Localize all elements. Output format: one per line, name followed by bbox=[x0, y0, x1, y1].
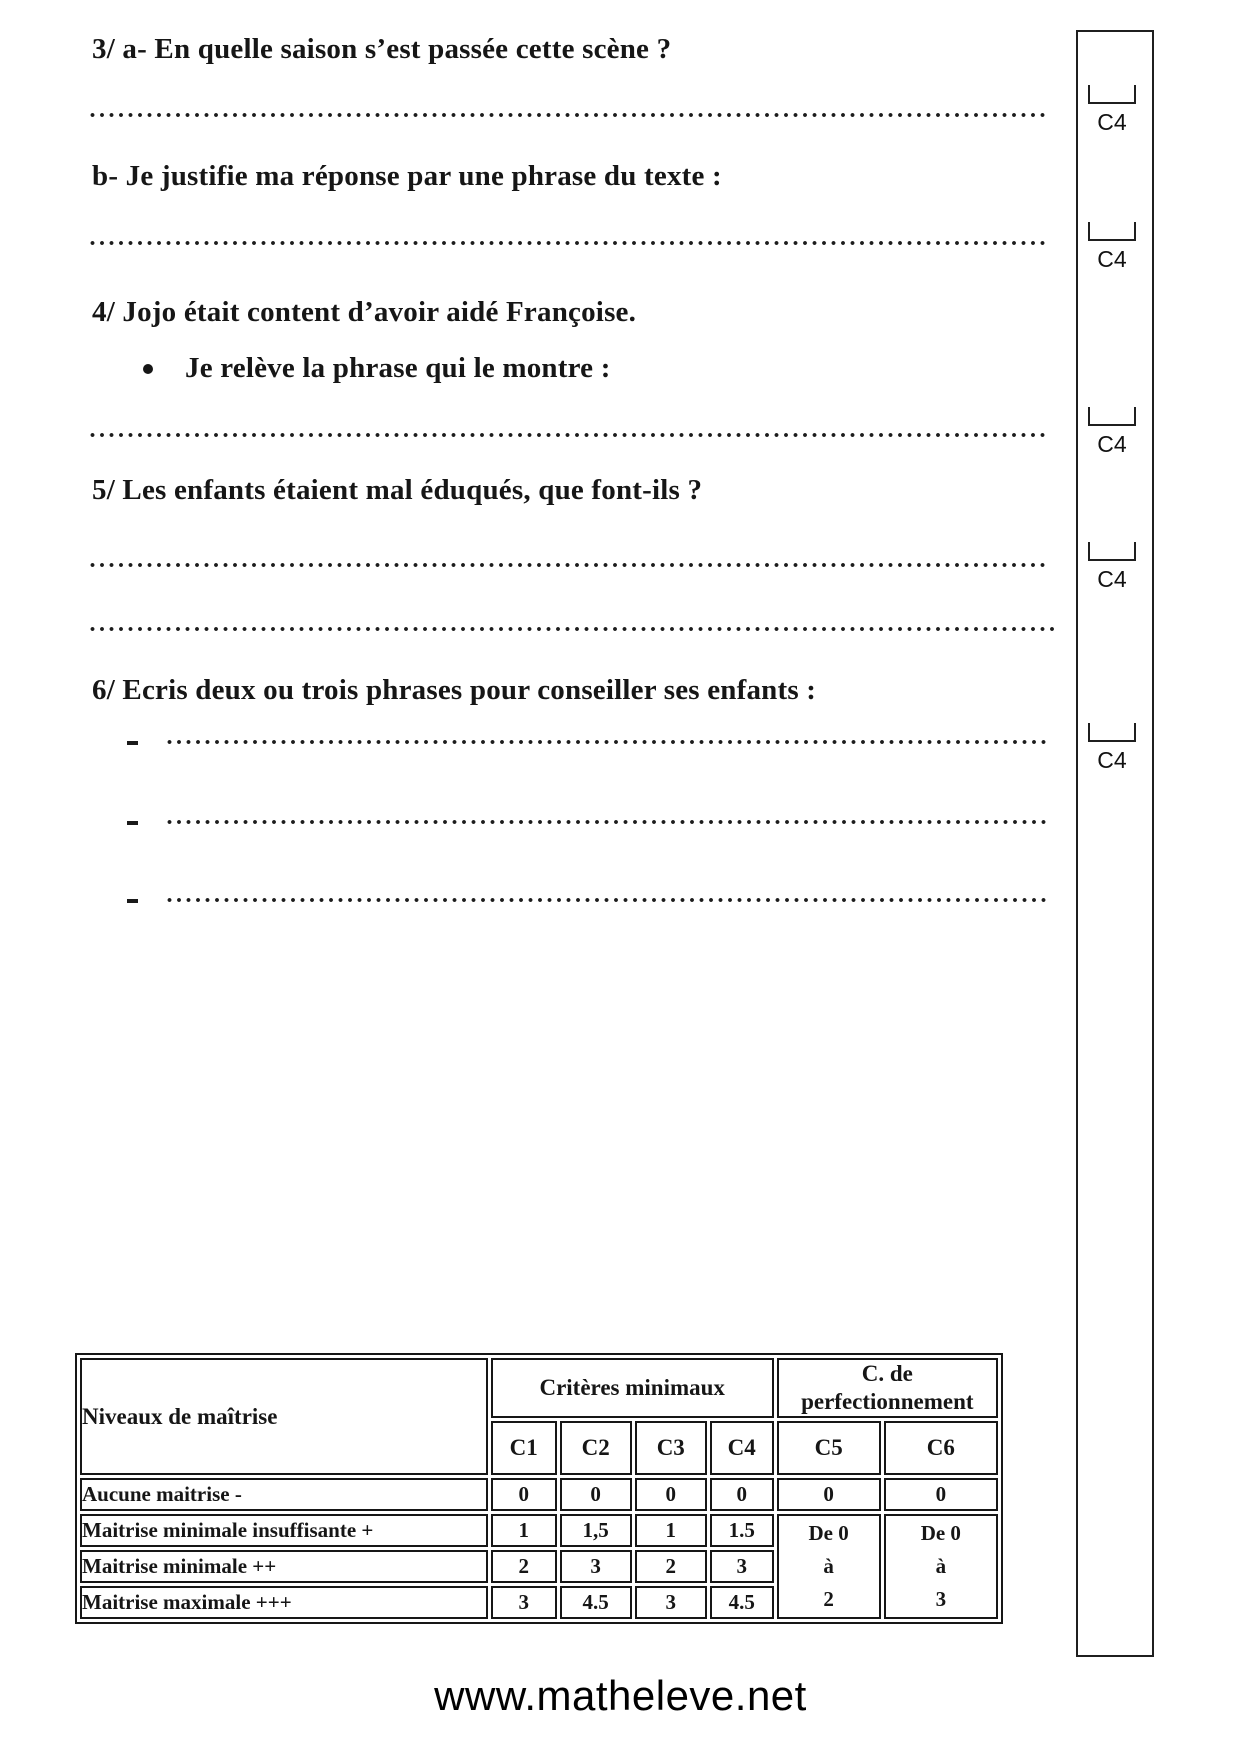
cell-c2: 3 bbox=[560, 1550, 632, 1583]
range-line: 2 bbox=[823, 1587, 834, 1612]
row-label: Maitrise minimale insuffisante + bbox=[80, 1514, 488, 1547]
criteria-c5: C5 bbox=[777, 1421, 881, 1475]
competency-mark-3 bbox=[1088, 407, 1136, 456]
answer-line-q6-1 bbox=[167, 739, 1048, 745]
cell-c3: 2 bbox=[635, 1550, 707, 1583]
question-5-heading: 5/ Les enfants étaient mal éduqués, que font-ils ? bbox=[92, 474, 703, 506]
table-row bbox=[80, 1478, 998, 1511]
criteria-c3: C3 bbox=[635, 1421, 707, 1475]
answer-line-q6-3 bbox=[167, 897, 1048, 903]
range-line: 3 bbox=[935, 1587, 947, 1612]
cell-c4: 0 bbox=[710, 1478, 774, 1511]
bullet-icon bbox=[143, 364, 153, 374]
competency-label: C4 bbox=[1097, 246, 1127, 272]
competency-mark-1 bbox=[1088, 85, 1136, 134]
competency-mark-2 bbox=[1088, 222, 1136, 271]
range-line: De 0 bbox=[808, 1521, 849, 1546]
criteria-c2: C2 bbox=[560, 1421, 632, 1475]
competency-margin-column bbox=[1076, 30, 1154, 1657]
list-dash-icon bbox=[127, 821, 138, 825]
criteria-c1: C1 bbox=[491, 1421, 557, 1475]
cell-c4: 1.5 bbox=[710, 1514, 774, 1547]
table-group-perfection bbox=[777, 1358, 998, 1418]
table-group-minimal-criteria: Critères minimaux bbox=[491, 1358, 774, 1418]
answer-line-q3b bbox=[90, 240, 1048, 246]
score-bracket-icon bbox=[1088, 723, 1136, 742]
question-4-bullet-text: Je relève la phrase qui le montre : bbox=[185, 352, 611, 384]
score-bracket-icon bbox=[1088, 542, 1136, 561]
cell-c2: 0 bbox=[560, 1478, 632, 1511]
table-row-header: Niveaux de maîtrise bbox=[80, 1358, 488, 1475]
cell-c3: 1 bbox=[635, 1514, 707, 1547]
cell-c4: 3 bbox=[710, 1550, 774, 1583]
answer-line-q5-2 bbox=[90, 626, 1058, 632]
cell-c5: 0 bbox=[777, 1478, 881, 1511]
question-4-heading: 4/ Jojo était content d’avoir aidé Françoise. bbox=[92, 296, 637, 328]
row-label: Maitrise minimale ++ bbox=[80, 1550, 488, 1583]
cell-c1: 3 bbox=[491, 1586, 557, 1619]
question-3b-heading: b- Je justifie ma réponse par une phrase du texte : bbox=[92, 160, 722, 192]
cell-c2: 4.5 bbox=[560, 1586, 632, 1619]
score-bracket-icon bbox=[1088, 85, 1136, 104]
cell-c5-range bbox=[777, 1514, 881, 1619]
group-perfection-line2: perfectionnement bbox=[801, 1389, 974, 1415]
score-bracket-icon bbox=[1088, 222, 1136, 241]
list-dash-icon bbox=[127, 899, 138, 903]
cell-c4: 4.5 bbox=[710, 1586, 774, 1619]
range-line: à bbox=[935, 1554, 947, 1579]
cell-c3: 0 bbox=[635, 1478, 707, 1511]
answer-line-q4 bbox=[90, 432, 1048, 438]
cell-c2: 1,5 bbox=[560, 1514, 632, 1547]
cell-c1: 2 bbox=[491, 1550, 557, 1583]
list-dash-icon bbox=[127, 741, 138, 745]
answer-line-q3a bbox=[90, 112, 1048, 118]
cell-c6-range bbox=[884, 1514, 998, 1619]
cell-c1: 0 bbox=[491, 1478, 557, 1511]
competency-mark-4 bbox=[1088, 542, 1136, 591]
table-row bbox=[80, 1514, 998, 1547]
score-bracket-icon bbox=[1088, 407, 1136, 426]
cell-c6: 0 bbox=[884, 1478, 998, 1511]
competency-label: C4 bbox=[1097, 747, 1127, 773]
competency-mark-5 bbox=[1088, 723, 1136, 772]
row-label: Maitrise maximale +++ bbox=[80, 1586, 488, 1619]
cell-c1: 1 bbox=[491, 1514, 557, 1547]
question-6-heading: 6/ Ecris deux ou trois phrases pour conseiller ses enfants : bbox=[92, 674, 817, 706]
competency-label: C4 bbox=[1097, 431, 1127, 457]
question-3a-heading: 3/ a- En quelle saison s’est passée cette scène ? bbox=[92, 33, 672, 65]
competency-label: C4 bbox=[1097, 109, 1127, 135]
competency-label: C4 bbox=[1097, 566, 1127, 592]
criteria-c4: C4 bbox=[710, 1421, 774, 1475]
criteria-c6: C6 bbox=[884, 1421, 998, 1475]
range-line: à bbox=[823, 1554, 834, 1579]
cell-c3: 3 bbox=[635, 1586, 707, 1619]
row-label: Aucune maitrise - bbox=[80, 1478, 488, 1511]
answer-line-q5-1 bbox=[90, 562, 1048, 568]
grading-table bbox=[75, 1353, 1003, 1624]
group-perfection-line1: C. de bbox=[861, 1361, 913, 1386]
answer-line-q6-2 bbox=[167, 819, 1048, 825]
website-watermark: www.matheleve.net bbox=[434, 1672, 807, 1719]
range-line: De 0 bbox=[920, 1521, 961, 1546]
